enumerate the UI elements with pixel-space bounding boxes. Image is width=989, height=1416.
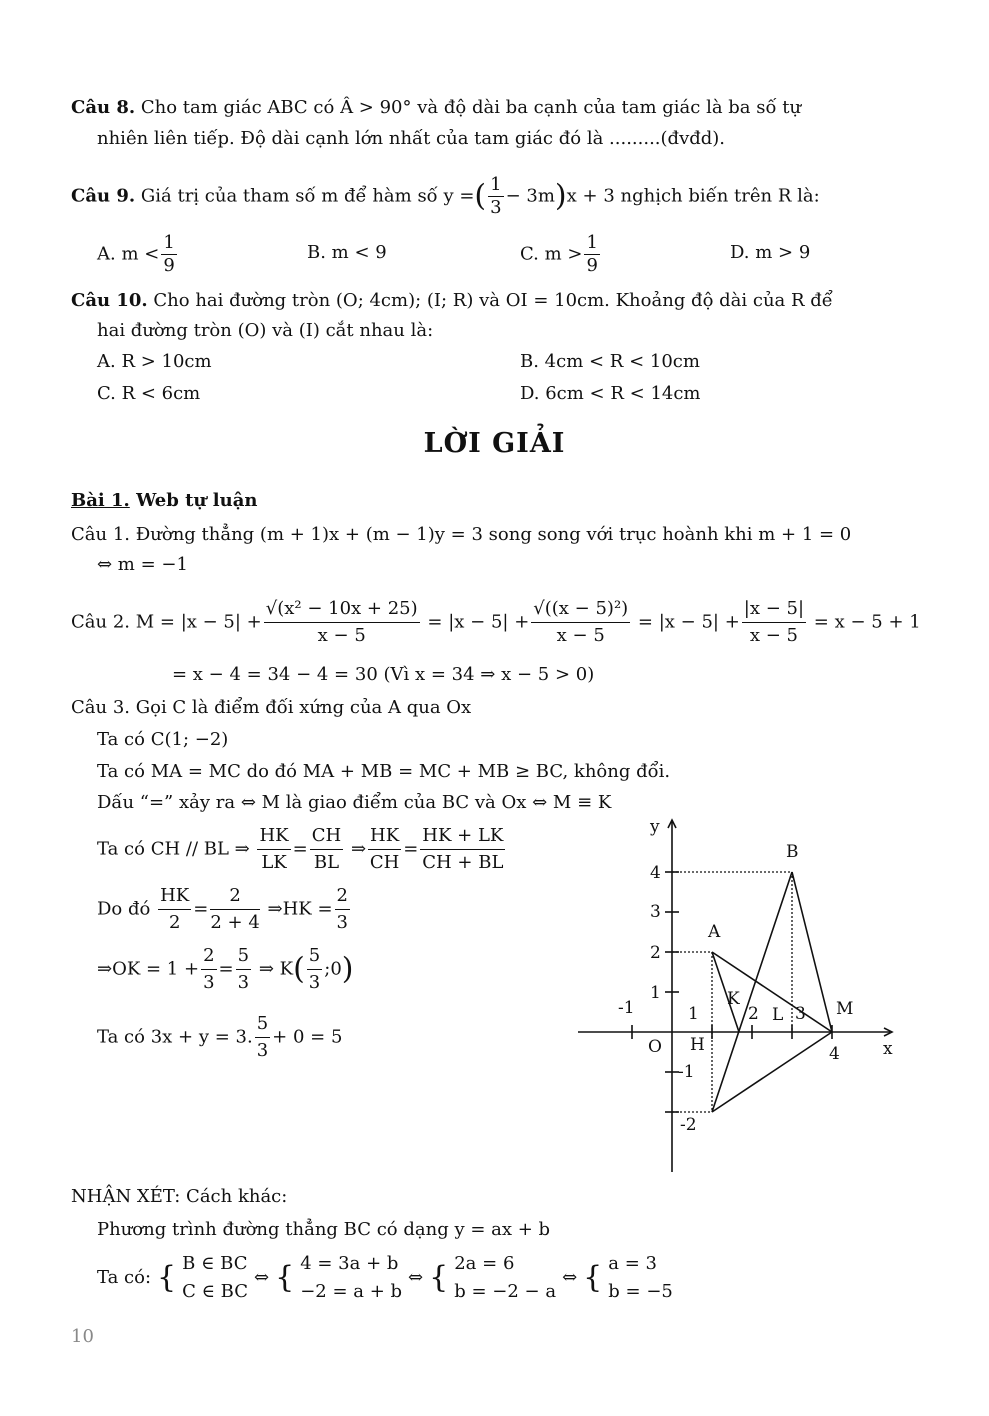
num: HK + LK — [420, 823, 505, 850]
q-text: Giá trị của tham số m để hàm số — [140, 185, 438, 207]
den: 3 — [308, 972, 321, 993]
option-d: D. 6cm < R < 14cm — [520, 383, 701, 404]
math: − 3m — [505, 185, 555, 207]
math: ⇔ — [562, 1267, 578, 1288]
den: CH + BL — [422, 852, 504, 873]
num: 5 — [255, 1011, 270, 1038]
math: x + 3 — [566, 185, 615, 207]
eq: a = 3 — [608, 1253, 657, 1274]
point-label-l: L — [772, 1005, 784, 1025]
math-line — [97, 1011, 342, 1064]
point-label-h: H — [690, 1035, 705, 1055]
x-tick-label: -1 — [618, 998, 635, 1018]
eq: b = −2 − a — [454, 1281, 557, 1302]
remark-label: NHẬN XÉT: — [71, 1186, 181, 1207]
q-label: Câu 10. — [71, 290, 148, 311]
math: Ta có: — [97, 1267, 152, 1288]
eq: C ∈ BC — [182, 1281, 249, 1302]
a-text: Dấu “=” xảy ra ⇔ M là giao điểm của BC và Ox ⇔ M ≡ K — [97, 792, 612, 813]
a-text: Gọi C là điểm đối xứng của A qua Ox — [135, 697, 472, 718]
math: = — [292, 838, 308, 860]
answer-3 — [71, 697, 471, 719]
point-label-b: B — [786, 842, 799, 862]
num: CH — [310, 823, 343, 850]
math: ⇒ K — [258, 958, 294, 980]
math: + 0 = 5 — [272, 1026, 343, 1048]
answer-2 — [71, 596, 921, 649]
math: ⇒ — [350, 838, 367, 860]
option-b: B. m < 9 — [307, 242, 387, 263]
x-tick-label: 2 — [748, 1004, 759, 1024]
den: x − 5 — [317, 625, 366, 646]
option-text: C. m > — [520, 243, 583, 265]
q-label: Câu 9. — [71, 185, 136, 207]
math: ⇒HK = — [267, 898, 333, 920]
system — [454, 1250, 556, 1306]
den: 2 + 4 — [210, 912, 260, 933]
a-text: Ta có C(1; −2) — [97, 729, 229, 750]
fraction — [488, 174, 503, 219]
section-heading — [71, 490, 257, 512]
option-text: A. m < — [97, 243, 160, 265]
heading-text: Web tự luận — [136, 490, 258, 511]
num: 5 — [307, 943, 322, 970]
num: HK — [158, 883, 191, 910]
y-tick-label: 4 — [650, 863, 661, 883]
option-b: B. 4cm < R < 10cm — [520, 351, 700, 372]
den: BL — [313, 852, 340, 873]
q-text: hai đường tròn (O) và (I) cắt nhau là: — [97, 320, 434, 341]
y-tick-label: -1 — [678, 1062, 695, 1082]
math: ⇔ — [408, 1267, 424, 1288]
a-label: Câu 1. — [71, 524, 130, 545]
q-text: Cho tam giác ABC có — [140, 97, 335, 118]
system — [608, 1250, 673, 1306]
option-c: C. R < 6cm — [97, 383, 201, 404]
num: √((x − 5)²) — [531, 596, 630, 623]
eq: B ∈ BC — [182, 1253, 248, 1274]
system — [182, 1250, 248, 1306]
den: 3 — [490, 197, 502, 218]
q-label: Câu 8. — [71, 97, 136, 118]
origin-label: O — [648, 1037, 662, 1057]
num: 1 — [586, 232, 598, 253]
num: 2 — [335, 883, 350, 910]
num: 2 — [201, 943, 216, 970]
math: Do đó — [97, 898, 151, 920]
option-a — [97, 232, 179, 277]
heading-label: Bài 1. — [71, 490, 130, 511]
q-text: và độ dài ba cạnh của tam giác là ba số tự — [417, 97, 802, 118]
math-line: Do đó $\frac{HK}{2}$ = $\frac{2}{2 + 4}$ ⇒HK = $\frac{2}{3}$ — [97, 883, 352, 936]
y-tick-label: -2 — [680, 1115, 697, 1135]
eq: 4 = 3a + b — [300, 1253, 399, 1274]
num: √(x² − 10x + 25) — [264, 596, 420, 623]
math: y = — [443, 185, 475, 207]
math: ⇔ — [254, 1267, 270, 1288]
a-label: Câu 3. — [71, 697, 130, 718]
option-c — [520, 232, 602, 277]
point-label-m: M — [836, 999, 854, 1019]
eq: 2a = 6 — [454, 1253, 515, 1274]
math: M = |x − 5| + — [135, 611, 262, 633]
den: 3 — [256, 1040, 269, 1061]
system — [300, 1250, 402, 1306]
a-text: Phương trình đường thẳng BC có dạng y = ax + b — [97, 1219, 551, 1240]
den: 3 — [336, 912, 348, 933]
y-tick-label: 1 — [650, 983, 661, 1003]
math: ;0 — [324, 958, 342, 980]
q-text: Cho hai đường tròn (O; 4cm); (I; R) và OI = 10cm. Khoảng độ dài của R để — [153, 290, 833, 311]
den: LK — [261, 852, 287, 873]
num: 1 — [163, 232, 175, 253]
question-9: Câu 9. Giá trị của tham số m để hàm số y =( $\frac{1}{3}$ − 3m)x + 3 nghịch biến trên R là: — [71, 174, 820, 218]
den: CH — [369, 852, 400, 873]
point-label-a: A — [708, 922, 721, 942]
math: ⇒OK = 1 + — [97, 958, 200, 980]
y-tick-label: 3 — [650, 902, 661, 922]
a-text: Đường thẳng (m + 1)x + (m − 1)y = 3 song song với trục hoành khi m + 1 = 0 — [135, 524, 852, 545]
math: Ta có CH // BL ⇒ — [97, 838, 250, 860]
option-a: A. R > 10cm — [97, 351, 212, 372]
math: Ta có 3x + y = 3. — [97, 1026, 253, 1048]
eq: −2 = a + b — [300, 1281, 403, 1302]
math-line — [97, 823, 507, 876]
answer-1 — [71, 524, 851, 546]
a-text: Ta có MA = MC do đó MA + MB = MC + MB ≥ BC, không đổi. — [97, 761, 671, 782]
question-8 — [71, 97, 801, 119]
num: HK — [368, 823, 401, 850]
math: = |x − 5| + — [637, 611, 740, 633]
num: 1 — [490, 174, 502, 195]
num: |x − 5| — [742, 596, 806, 623]
page-number: 10 — [71, 1326, 94, 1347]
den: 9 — [163, 255, 175, 276]
math-line: ⇒OK = 1 + $\frac{2}{3}$ = $\frac{5}{3}$ ⇒ K( $\frac{5}{3}$ ;0) — [97, 943, 354, 996]
den: x − 5 — [556, 625, 605, 646]
question-10 — [71, 290, 833, 312]
system-line: Ta có: { B ∈ BC C ∈ BC ⇔ { 4 = 3a + b −2 = a + b ⇔ { 2a = 6 b = −2 − a ⇔ { a = 3 b = −5 — [97, 1250, 673, 1306]
q-text: nhiên liên tiếp. Độ dài cạnh lớn nhất của tam giác đó là .........(đvđd). — [97, 128, 726, 149]
x-label: x — [883, 1039, 893, 1059]
den: 3 — [237, 972, 250, 993]
a-label: Câu 2. — [71, 611, 130, 633]
q-text: nghịch biến trên R là: — [620, 185, 820, 207]
den: 9 — [586, 255, 598, 276]
x-tick-label: 4 — [829, 1044, 840, 1064]
eq: b = −5 — [608, 1281, 673, 1302]
den: 2 — [168, 912, 181, 933]
den: 3 — [203, 972, 215, 993]
num: 2 — [210, 883, 259, 910]
x-tick-label: 3 — [795, 1004, 806, 1024]
y-label: y — [650, 817, 660, 837]
a-text: = x − 4 = 34 − 4 = 30 (Vì x = 34 ⇒ x − 5 > 0) — [172, 664, 595, 685]
y-tick-label: 2 — [650, 943, 661, 963]
solution-title: LỜI GIẢI — [423, 428, 566, 459]
remark-text: Cách khác: — [186, 1186, 288, 1207]
a-text: ⇔ m = −1 — [97, 554, 188, 575]
option-d: D. m > 9 — [730, 242, 811, 263]
coordinate-graph — [570, 810, 900, 1180]
num: HK — [257, 823, 290, 850]
remark — [71, 1186, 287, 1208]
math: = |x − 5| + — [427, 611, 530, 633]
num: 5 — [236, 943, 251, 970]
point-label-k: K — [727, 989, 740, 1009]
x-tick-label: 1 — [688, 1004, 699, 1024]
math: = — [403, 838, 419, 860]
math: Â > 90° — [340, 97, 412, 118]
math: = x − 5 + 1 — [813, 611, 921, 633]
den: x − 5 — [749, 625, 798, 646]
